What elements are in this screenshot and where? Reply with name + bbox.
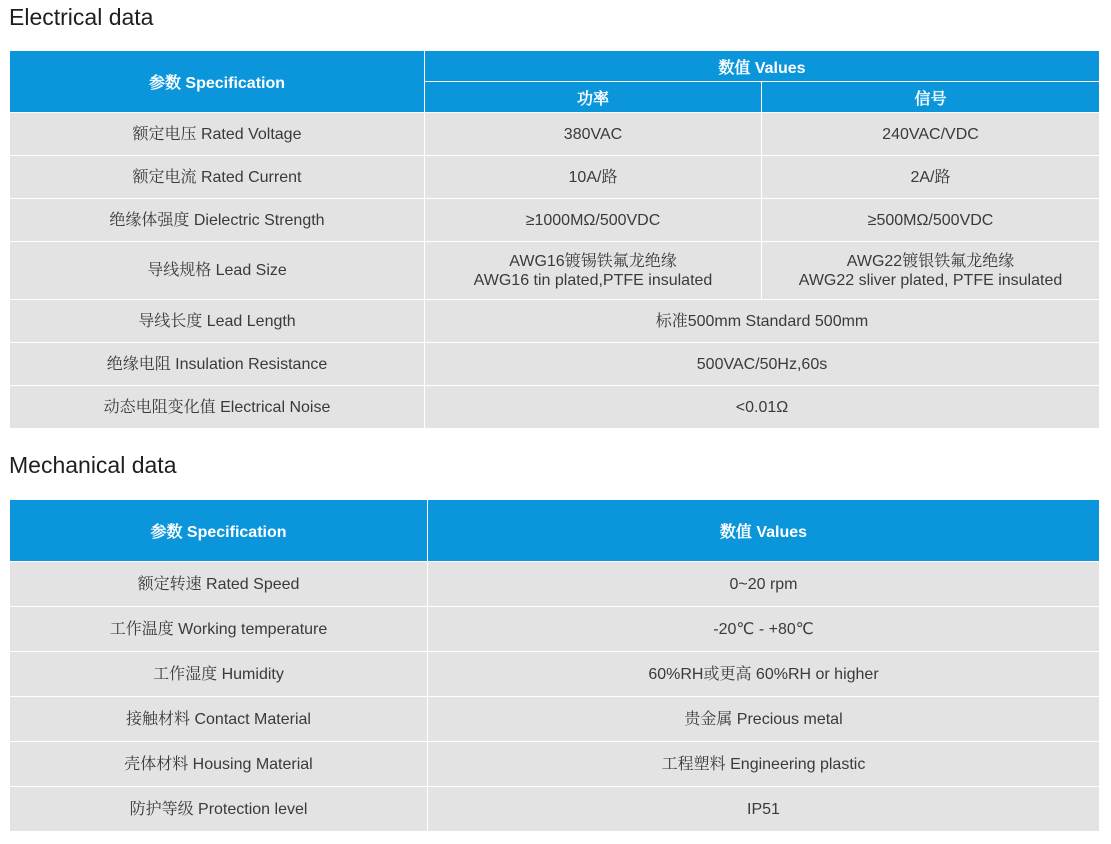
table-row	[10, 113, 1100, 156]
row-label: 防护等级 Protection level	[10, 787, 428, 832]
power-value: ≥1000MΩ/500VDC	[425, 199, 762, 242]
signal-value-en: AWG22 sliver plated, PTFE insulated	[798, 271, 1063, 289]
row-label: 绝缘体强度 Dielectric Strength	[10, 199, 425, 242]
header-signal: 信号	[762, 82, 1100, 113]
merged-value: 500VAC/50Hz,60s	[425, 343, 1100, 386]
merged-value: <0.01Ω	[425, 386, 1100, 429]
row-value: -20℃ - +80℃	[428, 607, 1100, 652]
row-label: 额定电流 Rated Current	[10, 156, 425, 199]
table-row	[10, 652, 1100, 697]
row-value: IP51	[428, 787, 1100, 832]
power-value	[425, 242, 762, 300]
row-label: 壳体材料 Housing Material	[10, 742, 428, 787]
merged-value: 标准500mm Standard 500mm	[425, 300, 1100, 343]
table-row	[10, 386, 1100, 429]
table-row	[10, 697, 1100, 742]
row-value: 工程塑料 Engineering plastic	[428, 742, 1100, 787]
table-row	[10, 343, 1100, 386]
signal-value: 240VAC/VDC	[762, 113, 1100, 156]
header-power: 功率	[425, 82, 762, 113]
row-label: 工作温度 Working temperature	[10, 607, 428, 652]
row-label: 绝缘电阻 Insulation Resistance	[10, 343, 425, 386]
header-specification: 参数 Specification	[10, 51, 425, 113]
row-label: 工作湿度 Humidity	[10, 652, 428, 697]
table-row	[10, 742, 1100, 787]
table-row	[10, 199, 1100, 242]
row-label: 额定转速 Rated Speed	[10, 562, 428, 607]
row-value: 0~20 rpm	[428, 562, 1100, 607]
power-value-cn: AWG16镀锡铁氟龙绝缘	[509, 252, 677, 270]
row-label: 导线长度 Lead Length	[10, 300, 425, 343]
row-label: 动态电阻变化值 Electrical Noise	[10, 386, 425, 429]
mechanical-section-title: Mechanical data	[9, 452, 177, 478]
power-value: 10A/路	[425, 156, 762, 199]
row-label: 额定电压 Rated Voltage	[10, 113, 425, 156]
table-row	[10, 242, 1100, 300]
signal-value	[762, 242, 1100, 300]
header-values: 数值 Values	[428, 500, 1100, 562]
table-row	[10, 787, 1100, 832]
power-value: 380VAC	[425, 113, 762, 156]
row-value: 贵金属 Precious metal	[428, 697, 1100, 742]
header-values: 数值 Values	[425, 51, 1100, 82]
signal-value-cn: AWG22镀银铁氟龙绝缘	[846, 252, 1015, 270]
signal-value: 2A/路	[762, 156, 1100, 199]
row-label: 接触材料 Contact Material	[10, 697, 428, 742]
power-value-en: AWG16 tin plated,PTFE insulated	[473, 271, 713, 289]
table-row	[10, 607, 1100, 652]
header-specification: 参数 Specification	[10, 500, 428, 562]
electrical-section-title: Electrical data	[9, 4, 154, 30]
table-row	[10, 156, 1100, 199]
table-row	[10, 562, 1100, 607]
row-label: 导线规格 Lead Size	[10, 242, 425, 300]
mechanical-data-table	[9, 499, 1100, 832]
row-value: 60%RH或更高 60%RH or higher	[428, 652, 1100, 697]
table-row	[10, 300, 1100, 343]
electrical-data-table	[9, 50, 1100, 429]
signal-value: ≥500MΩ/500VDC	[762, 199, 1100, 242]
